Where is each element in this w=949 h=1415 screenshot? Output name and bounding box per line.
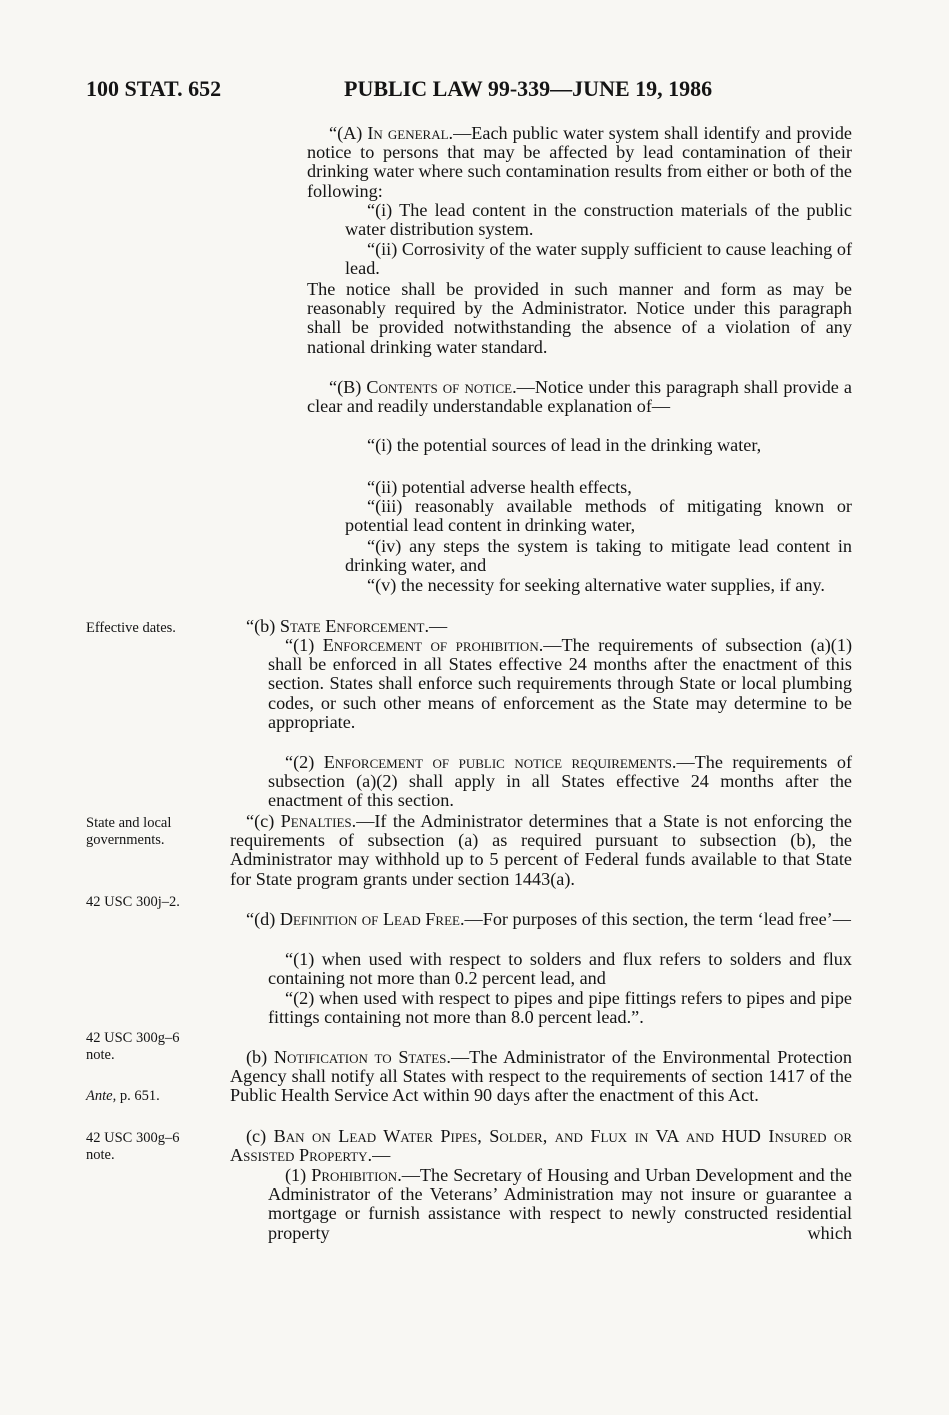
heading-enforcement-of-prohibition: Enforcement of prohibition (322, 635, 539, 655)
section-c-ban-on-lead: (c) Ban on Lead Water Pipes, Solder, and Flux in VA and HUD Insured or Assisted Property.— (230, 1126, 852, 1166)
para-b-iii: “(iii) reasonably available methods of mitigating known or potential lead content in drinking water, (345, 496, 852, 536)
margin-note-effective-dates: Effective dates. (86, 620, 176, 636)
para-b1-enforcement-of-prohibition: “(1) Enforcement of prohibition.—The requirements of subsection (a)(1) shall be enforced in all States effective 24 months after the enactment of this section. States shall enforce such requirements through State or local plumbing codes, or such other means of enforcement as the State may determine to be appropriate. (268, 635, 853, 732)
para-a-in-general: “(A) In general.—Each public water system shall identify and provide notice to persons that may be affected by lead contamination of their drinking water where such contamination results from either or both of the following: (307, 123, 853, 201)
para-b-contents-of-notice: “(B) Contents of notice.—Notice under this paragraph shall provide a clear and readily understandable explanation of— (307, 377, 852, 417)
para-a-i: “(i) The lead content in the construction materials of the public water distribution system. (345, 200, 852, 240)
notice-paragraph: The notice shall be provided in such manner and form as may be reasonably required by the Administrator. Notice under this paragraph shall be provided notwithstanding the absence of a violation of any national drinking water standard. (307, 279, 852, 357)
para-b-iv: “(iv) any steps the system is taking to mitigate lead content in drinking water, and (345, 536, 852, 576)
heading-state-enforcement: State Enforcement (279, 616, 425, 636)
margin-note-42-usc-300g-6-note-1: 42 USC 300g–6 note. (86, 1030, 180, 1063)
law-title: PUBLIC LAW 99-339—JUNE 19, 1986 (344, 76, 713, 101)
para-a-ii: “(ii) Corrosivity of the water supply sufficient to cause leaching of lead. (345, 239, 852, 279)
margin-note-state-local: State and local governments. (86, 815, 172, 848)
section-b-notification-to-states: (b) Notification to States.—The Administrator of the Environmental Protection Agency shall notify all States with respect to the requirements of section 1417 of the Public Health Service Act within 90 days after the enactment of this Act. (230, 1047, 852, 1106)
para-b-i: “(i) the potential sources of lead in the drinking water, (367, 435, 762, 455)
margin-note-ante: Ante, p. 651. (86, 1088, 160, 1104)
margin-note-42-usc-300j-2: 42 USC 300j–2. (86, 894, 180, 910)
heading-definition-of-lead-free: Definition of Lead Free (279, 909, 460, 929)
heading-ban-on-lead: Ban on Lead Water Pipes, Solder, and Flux in VA and HUD Insured or Assisted Property (230, 1126, 852, 1166)
para-d1: “(1) when used with respect to solders and flux refers to solders and flux containing not more than 0.2 percent lead, and (268, 949, 852, 989)
heading-in-general: In general (367, 123, 449, 143)
para-c1-prohibition: (1) Prohibition.—The Secretary of Housing and Urban Development and the Administrator of the Veterans’ Administration may not insure or guarantee a mortgage or furnish assistance with respect to newly constructed residential property which (268, 1165, 852, 1243)
para-b-ii: “(ii) potential adverse health effects, (367, 477, 632, 497)
subsection-c-penalties: “(c) Penalties.—If the Administrator determines that a State is not enforcing the requirements of subsection (a) as required pursuant to subsection (b), the Administrator may withhold up to 5 percent of Federal funds available to that State for State program grants under section 1443(a). (230, 811, 852, 889)
para-d2: “(2) when used with respect to pipes and pipe fittings refers to pipes and pipe fittings containing not more than 8.0 percent lead.”. (268, 988, 852, 1028)
heading-prohibition: Prohibition (311, 1165, 398, 1185)
heading-public-notice-requirements: Enforcement of public notice requirements (323, 752, 672, 772)
subsection-b-state-enforcement: “(b) State Enforcement.— (246, 616, 448, 636)
heading-notification-to-states: Notification to States (273, 1047, 447, 1067)
para-b2-public-notice: “(2) Enforcement of public notice requirements.—The requirements of subsection (a)(2) shall apply in all States effective 24 months after the enactment of this section. (268, 752, 853, 811)
subsection-d-definition-lead-free: “(d) Definition of Lead Free.—For purposes of this section, the term ‘lead free’— (246, 909, 851, 929)
heading-contents-of-notice: Contents of notice (366, 377, 513, 397)
para-b-v: “(v) the necessity for seeking alternative water supplies, if any. (367, 575, 825, 595)
page-reference: 100 STAT. 652 (86, 76, 222, 101)
heading-penalties: Penalties (280, 811, 352, 831)
margin-note-42-usc-300g-6-note-2: 42 USC 300g–6 note. (86, 1130, 180, 1163)
